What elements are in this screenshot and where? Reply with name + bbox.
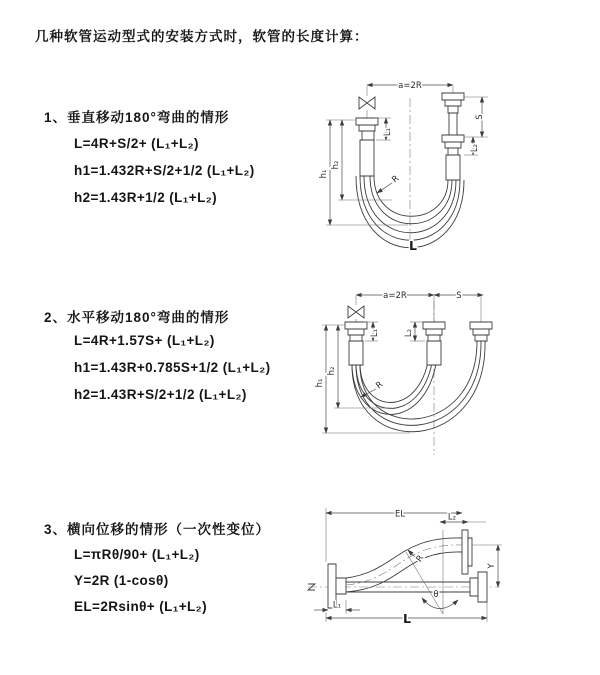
dim-label-l2: L₂ (404, 328, 414, 338)
section-2-heading: 2、水平移动180°弯曲的情形 (44, 310, 230, 325)
dim-label-l1: L₁ (383, 127, 393, 137)
moved-flange (462, 530, 468, 574)
section-1-formula-h1: h1=1.432R+S/2+1/2 (L₁+L₂) (74, 163, 255, 178)
dim-label-h1: h₁ (315, 378, 325, 388)
dim-label-r: R (414, 553, 427, 565)
section-3-formula-EL: EL=2Rsinθ+ (L₁+L₂) (74, 599, 207, 614)
right-pipe-fitting (470, 296, 492, 341)
dim-length (326, 602, 487, 626)
dim-l2 (464, 137, 480, 155)
page-title: 几种软管运动型式的安装方式时，软管的长度计算： (35, 29, 369, 44)
dim-label-length: L (409, 238, 417, 253)
diagram-horizontal-move-180 (310, 283, 595, 468)
section-1-formula-L: L=4R+S/2+ (L₁+L₂) (74, 136, 199, 151)
braided-hose-section (360, 140, 374, 176)
dim-label-s: S (475, 114, 485, 120)
dim-label-length: L (403, 611, 411, 626)
dim-label-h2: h₂ (331, 160, 341, 170)
dim-l2 (440, 513, 486, 523)
diagram-lateral-displacement (300, 500, 515, 652)
dim-label-h2: h₂ (327, 366, 337, 376)
dim-label-y: Y (487, 563, 497, 569)
dim-el (326, 508, 462, 565)
dim-label-r: R (390, 173, 402, 186)
section-1-heading: 1、垂直移动180°弯曲的情形 (44, 110, 230, 125)
valve-icon (348, 306, 364, 318)
dim-label-l2: L₂ (447, 512, 457, 523)
dim-l2 (404, 322, 425, 341)
section-2-formula-h1: h1=1.43R+0.785S+1/2 (L₁+L₂) (74, 360, 271, 375)
angle-construction (406, 530, 458, 614)
dim-label-r: R (374, 379, 386, 392)
dim-label-h1: h₁ (319, 169, 329, 179)
braided-hose-section (427, 341, 441, 365)
section-1-formula-h2: h2=1.43R+1/2 (L₁+L₂) (74, 190, 218, 205)
section-3-formula-Y: Y=2R (1-cosθ) (74, 573, 169, 588)
section-3-formula-L: L=πRθ/90+ (L₁+L₂) (74, 547, 200, 562)
dim-label-span: a=2R (383, 291, 407, 301)
section-2-formula-h2: h2=1.43R+S/2+1/2 (L₁+L₂) (74, 387, 247, 402)
radius-leader (377, 174, 401, 193)
middle-pipe-fitting (423, 296, 445, 365)
braided-hose-section (446, 155, 460, 180)
dim-s (434, 291, 483, 301)
dim-label-theta: θ (433, 590, 439, 600)
dim-label-l1: L₁ (332, 600, 342, 611)
right-flange (478, 572, 487, 602)
section-2-formula-L: L=4R+1.57S+ (L₁+L₂) (74, 333, 215, 348)
braided-hose-section (349, 341, 363, 365)
hose-u-bend-initial (352, 340, 438, 414)
dim-label-span: a=2R (398, 81, 422, 91)
dim-label-s: S (456, 291, 462, 301)
dim-s (464, 97, 488, 137)
dim-label-l2: L₂ (470, 143, 480, 153)
dim-l1 (314, 600, 360, 614)
section-3-heading: 3、横向位移的情形（一次性变位） (44, 522, 271, 537)
dim-span (367, 81, 453, 91)
dim-label-el: EL (394, 509, 406, 520)
radius-leader (408, 550, 426, 564)
valve-icon (359, 97, 375, 109)
right-pipe-fitting (442, 86, 464, 180)
dim-span (356, 291, 434, 301)
diagram-vertical-move-180 (312, 70, 584, 262)
dim-label-l1: L₁ (370, 328, 380, 338)
s-curve-hose (346, 530, 472, 592)
